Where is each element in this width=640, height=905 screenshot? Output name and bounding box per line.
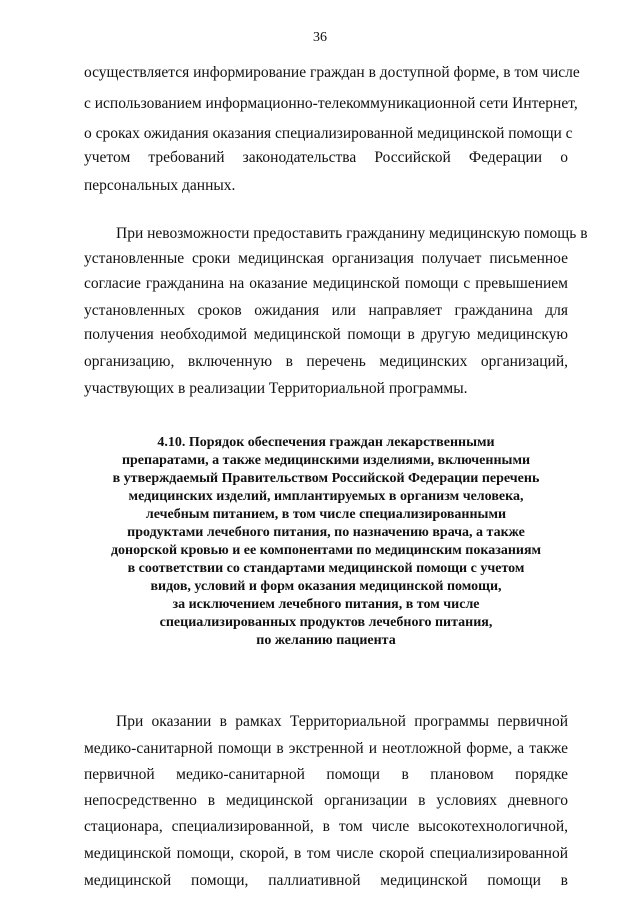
paragraph-3-line-3: первичной медико-санитарной помощи в плановом порядке bbox=[84, 766, 568, 783]
section-heading-line-11: специализированных продуктов лечебного питания, bbox=[159, 615, 493, 630]
section-heading-line-9: видов, условий и форм оказания медицинской помощи, bbox=[150, 579, 502, 594]
paragraph-3-line-4: непосредственно в медицинской организации в условиях дневного bbox=[84, 792, 568, 809]
paragraph-3-line-7: медицинской помощи, паллиативной медицинской помощи в bbox=[84, 872, 568, 889]
section-heading-line-12: по желанию пациента bbox=[256, 633, 396, 648]
paragraph-2-line-6: организацию, включенную в перечень медицинских организаций, bbox=[84, 353, 568, 370]
section-heading-line-5: лечебным питанием, в том числе специализированными bbox=[145, 507, 507, 522]
paragraph-1-line-2: с использованием информационно-телекоммуникационной сети Интернет, bbox=[84, 95, 578, 112]
paragraph-1-line-3: о сроках ожидания оказания специализированной медицинской помощи с bbox=[84, 125, 573, 142]
paragraph-2-line-2: установленные сроки медицинская организация получает письменное bbox=[84, 250, 568, 267]
paragraph-2-line-7: участвующих в реализации Территориальной программы. bbox=[84, 380, 468, 397]
section-heading-line-10: за исключением лечебного питания, в том числе bbox=[172, 597, 480, 612]
paragraph-3-line-2: медико-санитарной помощи в экстренной и неотложной форме, а также bbox=[84, 740, 568, 757]
section-heading-line-1: 4.10. Порядок обеспечения граждан лекарственными bbox=[157, 435, 495, 450]
paragraph-3-line-5: стационара, специализированной, в том числе высокотехнологичной, bbox=[84, 818, 568, 835]
paragraph-2-line-4: установленных сроков ожидания или направляет гражданина для bbox=[84, 302, 568, 319]
section-heading-line-7: донорской кровью и ее компонентами по медицинским показаниям bbox=[110, 543, 542, 558]
paragraph-2-line-1: При невозможности предоставить гражданину медицинскую помощь в bbox=[116, 225, 588, 242]
paragraph-1-line-5: персональных данных. bbox=[84, 177, 236, 194]
section-heading-line-3: в утверждаемый Правительством Российской Федерации перечень bbox=[112, 471, 540, 486]
section-heading-line-2: препаратами, а также медицинскими изделиями, включенными bbox=[121, 453, 531, 468]
paragraph-3-line-6: медицинской помощи, скорой, в том числе скорой специализированной bbox=[84, 845, 568, 862]
paragraph-2-line-5: получения необходимой медицинской помощи в другую медицинскую bbox=[84, 326, 568, 343]
section-heading-line-4: медицинских изделий, имплантируемых в организм человека, bbox=[128, 489, 524, 504]
paragraph-1-line-1: осуществляется информирование граждан в доступной форме, в том числе bbox=[84, 64, 580, 81]
paragraph-2-line-3: согласие гражданина на оказание медицинской помощи с превышением bbox=[84, 275, 568, 292]
section-heading-line-8: в соответствии со стандартами медицинской помощи с учетом bbox=[127, 561, 525, 576]
paragraph-3-line-1: При оказании в рамках Территориальной программы первичной bbox=[116, 713, 568, 730]
page-number: 36 bbox=[313, 30, 327, 45]
section-heading-line-6: продуктами лечебного питания, по назначению врача, а также bbox=[127, 525, 525, 540]
paragraph-1-line-4: учетом требований законодательства Российской Федерации о bbox=[84, 149, 568, 166]
